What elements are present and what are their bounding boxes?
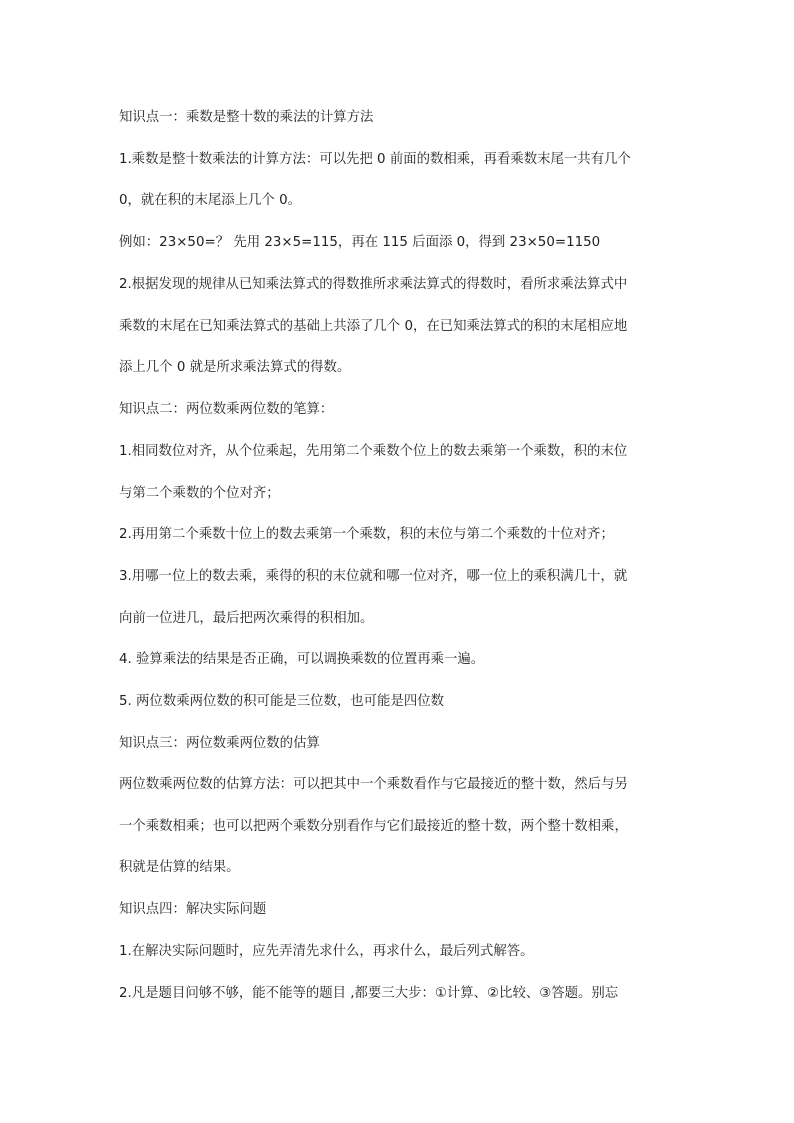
paragraph-line: 4. 验算乘法的结果是否正确，可以调换乘数的位置再乘一遍。 bbox=[119, 652, 485, 667]
paragraph-line: 1.相同数位对齐，从个位乘起，先用第二个乘数个位上的数去乘第一个乘数，积的末位 bbox=[119, 444, 628, 459]
paragraph-line: 0，就在积的末尾添上几个 0。 bbox=[119, 193, 301, 208]
paragraph-line: 1.在解决实际问题时，应先弄清先求什么，再求什么，最后列式解答。 bbox=[119, 944, 534, 959]
section-heading-2: 知识点二：两位数乘两位数的笔算： bbox=[119, 402, 334, 417]
paragraph-line: 向前一位进几，最后把两次乘得的积相加。 bbox=[119, 611, 374, 626]
section-heading-3: 知识点三：两位数乘两位数的估算 bbox=[119, 736, 320, 751]
paragraph-line: 与第二个乘数的个位对齐； bbox=[119, 486, 280, 501]
section-heading-4: 知识点四：解决实际问题 bbox=[119, 902, 267, 917]
paragraph-line: 5. 两位数乘两位数的积可能是三位数，也可能是四位数 bbox=[119, 694, 445, 709]
paragraph-line: 添上几个 0 就是所求乘法算式的得数。 bbox=[119, 360, 351, 375]
section-heading-1: 知识点一：乘数是整十数的乘法的计算方法 bbox=[119, 110, 374, 125]
paragraph-line: 2.凡是题目问够不够，能不能等的题目 ,都要三大步：①计算、②比较、③答题。别忘 bbox=[119, 986, 619, 1001]
paragraph-line: 积就是估算的结果。 bbox=[119, 860, 240, 875]
paragraph-line: 2.根据发现的规律从已知乘法算式的得数推所求乘法算式的得数时，看所求乘法算式中 bbox=[119, 277, 628, 292]
paragraph-line: 1.乘数是整十数乘法的计算方法：可以先把 0 前面的数相乘，再看乘数末尾一共有几个 bbox=[119, 152, 631, 167]
paragraph-line: 2.再用第二个乘数十位上的数去乘第一个乘数，积的末位与第二个乘数的十位对齐； bbox=[119, 527, 614, 542]
paragraph-line: 乘数的末尾在已知乘法算式的基础上共添了几个 0，在已知乘法算式的积的末尾相应地 bbox=[119, 319, 628, 334]
example-line: 例如：23×50=？ 先用 23×5=115，再在 115 后面添 0，得到 23×50=1150 bbox=[119, 235, 601, 250]
paragraph-line: 两位数乘两位数的估算方法：可以把其中一个乘数看作与它最接近的整十数，然后与另 bbox=[119, 777, 628, 792]
paragraph-line: 3.用哪一位上的数去乘，乘得的积的末位就和哪一位对齐，哪一位上的乘积满几十，就 bbox=[119, 569, 628, 584]
paragraph-line: 一个乘数相乘；也可以把两个乘数分别看作与它们最接近的整十数，两个整十数相乘， bbox=[119, 819, 628, 834]
